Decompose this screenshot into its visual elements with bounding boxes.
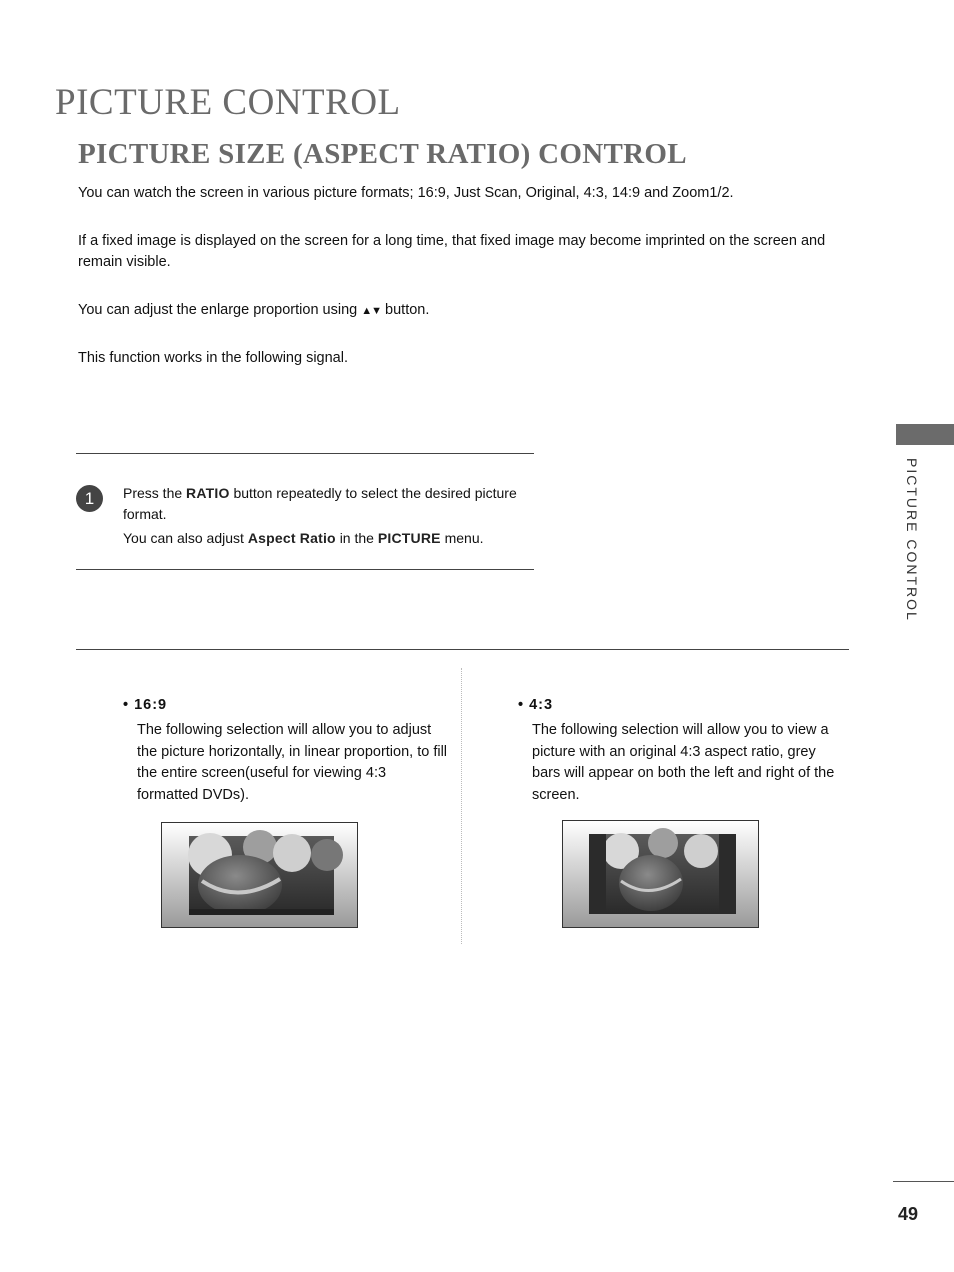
- aspect-ratio-label: Aspect Ratio: [247, 530, 336, 546]
- ratio-button-label: RATIO: [186, 485, 230, 501]
- footer-divider: [893, 1181, 954, 1182]
- section-title: PICTURE SIZE (ASPECT RATIO) CONTROL: [78, 138, 687, 170]
- up-down-arrows-icon: ▲▼: [361, 305, 382, 317]
- option-title-4-3: • 4:3: [518, 697, 554, 713]
- step-text-a: Press the: [123, 485, 183, 501]
- option-description-4-3: The following selection will allow you to view a picture with an original 4:3 aspect ratio, grey bars will appear on both the left and right of the screen.: [532, 722, 835, 803]
- preview-4-3-image: [562, 820, 759, 928]
- option-title-16-9: • 16:9: [123, 697, 168, 713]
- page-number: 49: [897, 1204, 919, 1224]
- step-bottom-divider: [76, 569, 534, 570]
- intro-paragraph-warning: If a fixed image is displayed on the screen for a long time, that fixed image may become imprinted on the screen and remain visible.: [78, 233, 826, 270]
- options-divider: [76, 649, 849, 650]
- intro-paragraph-signal: This function works in the following signal.: [78, 350, 348, 366]
- preview-16-9-image: [161, 822, 358, 928]
- adjust-text-end: button.: [385, 302, 430, 318]
- step-top-divider: [76, 453, 534, 454]
- sidebar-section-label: PICTURE CONTROL: [904, 458, 920, 622]
- section-tab-marker: [896, 424, 954, 445]
- step-text-b: button repeatedly to select the desired picture format.: [123, 485, 517, 522]
- intro-paragraph-adjust: [78, 300, 838, 322]
- page-title: PICTURE CONTROL: [55, 81, 401, 123]
- column-separator: [461, 668, 462, 944]
- intro-paragraph-formats: You can watch the screen in various picture formats; 16:9, Just Scan, Original, 4:3, 14:9 and Zoom1/2.: [78, 185, 734, 201]
- adjust-text: You can adjust the enlarge proportion using: [78, 302, 358, 318]
- picture-menu-label: PICTURE: [377, 530, 441, 546]
- option-description-16-9: The following selection will allow you to adjust the picture horizontally, in linear proportion, to fill the entire screen(useful for viewing 4:3 formatted DVDs).: [137, 722, 448, 803]
- step-menu-note: [123, 528, 523, 549]
- menu-note-c: menu.: [444, 530, 484, 546]
- step-instruction: [123, 483, 523, 525]
- step-number-badge: 1: [76, 485, 103, 512]
- menu-note-a: You can also adjust: [123, 530, 244, 546]
- menu-note-b: in the: [339, 530, 374, 546]
